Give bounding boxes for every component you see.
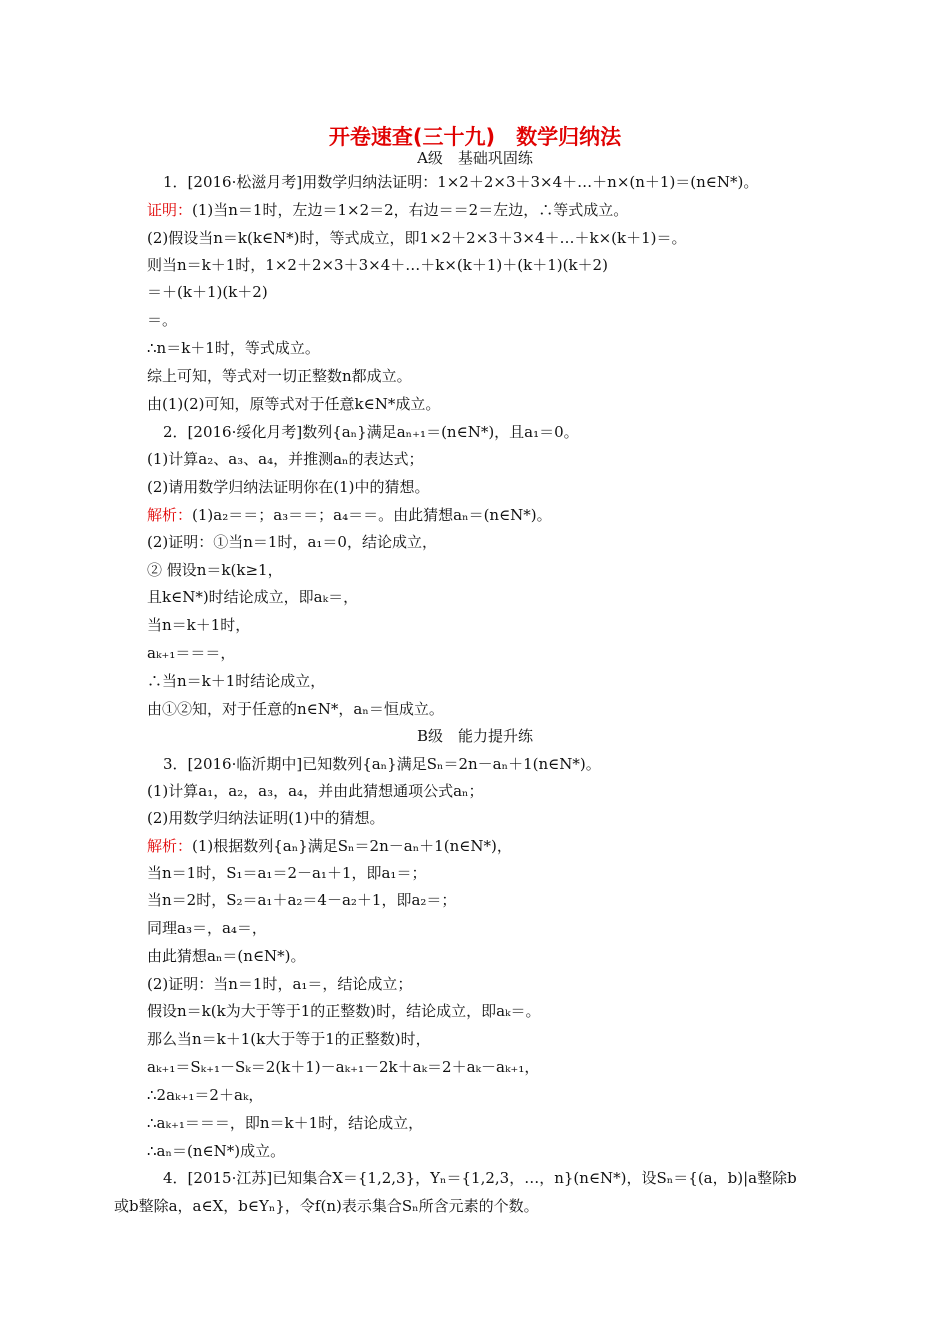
text-line: 那么当n＝k＋1(k大于等于1的正整数)时，: [147, 1030, 431, 1048]
text-line: 证明：(1)当n＝1时，左边＝1×2＝2，右边＝＝2＝左边，∴等式成立。: [147, 201, 629, 219]
text-line: 假设n＝k(k为大于等于1的正整数)时，结论成立，即aₖ＝。: [147, 1002, 541, 1020]
text-line: (1)计算a₂、a₃、a₄，并推测aₙ的表达式；: [147, 450, 424, 468]
solution-label: 解析：: [147, 837, 193, 855]
text-line: aₖ₊₁＝Sₖ₊₁－Sₖ＝2(k＋1)－aₖ₊₁－2k＋aₖ＝2＋aₖ－aₖ₊₁，: [147, 1058, 540, 1076]
text-line: (2)用数学归纳法证明(1)中的猜想。: [147, 809, 385, 827]
text-line: 则当n＝k＋1时，1×2＋2×3＋3×4＋…＋k×(k＋1)＋(k＋1)(k＋2): [147, 256, 608, 274]
text-line: (2)请用数学归纳法证明你在(1)中的猜想。: [147, 478, 430, 496]
text-line: ∴aₖ₊₁＝＝＝，即n＝k＋1时，结论成立，: [147, 1114, 424, 1132]
text-line: 由此猜想aₙ＝(n∈N*)。: [147, 947, 306, 965]
text-line: 解析：(1)a₂＝＝；a₃＝＝；a₄＝＝。由此猜想aₙ＝(n∈N*)。: [147, 506, 552, 524]
text-line: ＝。: [147, 311, 178, 329]
text-line: (2)证明：当n＝1时，a₁＝，结论成立；: [147, 975, 413, 993]
text-line: (1)计算a₁，a₂，a₃，a₄，并由此猜想通项公式aₙ；: [147, 782, 484, 800]
section-a-heading: A级 基础巩固练: [417, 149, 533, 167]
proof-label: 证明：: [147, 201, 193, 219]
text-line: (2)证明：①当n＝1时，a₁＝0，结论成立，: [147, 533, 437, 551]
text-line: 当n＝k＋1时，: [147, 616, 251, 634]
text-line: 1．[2016·松滋月考]用数学归纳法证明：1×2＋2×3＋3×4＋…＋n×(n＋1)＝(n∈N*)。: [163, 173, 759, 191]
text-line: 4．[2015·江苏]已知集合X＝{1,2,3}，Yₙ＝{1,2,3，…，n}(n∈N*)，设Sₙ＝{(a，b)|a整除b: [163, 1169, 797, 1187]
text-line: ∴当n＝k＋1时结论成立，: [147, 672, 326, 690]
text-line: 同理a₃＝，a₄＝，: [147, 919, 267, 937]
solution-label: 解析：: [147, 506, 193, 524]
text-line: 由①②知，对于任意的n∈N*，aₙ＝恒成立。: [147, 700, 444, 718]
text-line: ② 假设n＝k(k≥1，: [147, 561, 283, 579]
text-line: ∴n＝k＋1时，等式成立。: [147, 339, 320, 357]
text-line: 综上可知，等式对一切正整数n都成立。: [147, 367, 412, 385]
text-line: 当n＝1时，S₁＝a₁＝2－a₁＋1，即a₁＝；: [147, 864, 427, 882]
text-line: (2)假设当n＝k(k∈N*)时，等式成立，即1×2＋2×3＋3×4＋…＋k×(k＋1)＝。: [147, 229, 687, 247]
text-line: 或b整除a，a∈X，b∈Yₙ}，令f(n)表示集合Sₙ所含元素的个数。: [114, 1197, 539, 1215]
section-b-heading: B级 能力提升练: [416, 727, 534, 745]
text-line: ∴2aₖ₊₁＝2＋aₖ，: [147, 1086, 264, 1104]
text-line: 由(1)(2)可知，原等式对于任意k∈N*成立。: [147, 395, 441, 413]
text-line: 3．[2016·临沂期中]已知数列{aₙ}满足Sₙ＝2n－aₙ＋1(n∈N*)。: [163, 755, 601, 773]
page-title: 开卷速查(三十九) 数学归纳法: [328, 125, 622, 149]
text-line: aₖ₊₁＝＝＝，: [147, 644, 236, 662]
text-line: 且k∈N*)时结论成立，即aₖ＝，: [147, 588, 359, 606]
text-line: 解析：(1)根据数列{aₙ}满足Sₙ＝2n－aₙ＋1(n∈N*)，: [147, 837, 512, 855]
text-line: 2．[2016·绥化月考]数列{aₙ}满足aₙ₊₁＝(n∈N*)，且a₁＝0。: [163, 423, 579, 441]
text-line: 当n＝2时，S₂＝a₁＋a₂＝4－a₂＋1，即a₂＝；: [147, 891, 457, 909]
text-line: ∴aₙ＝(n∈N*)成立。: [147, 1142, 286, 1160]
text-line: ＝＋(k＋1)(k＋2): [147, 283, 268, 301]
